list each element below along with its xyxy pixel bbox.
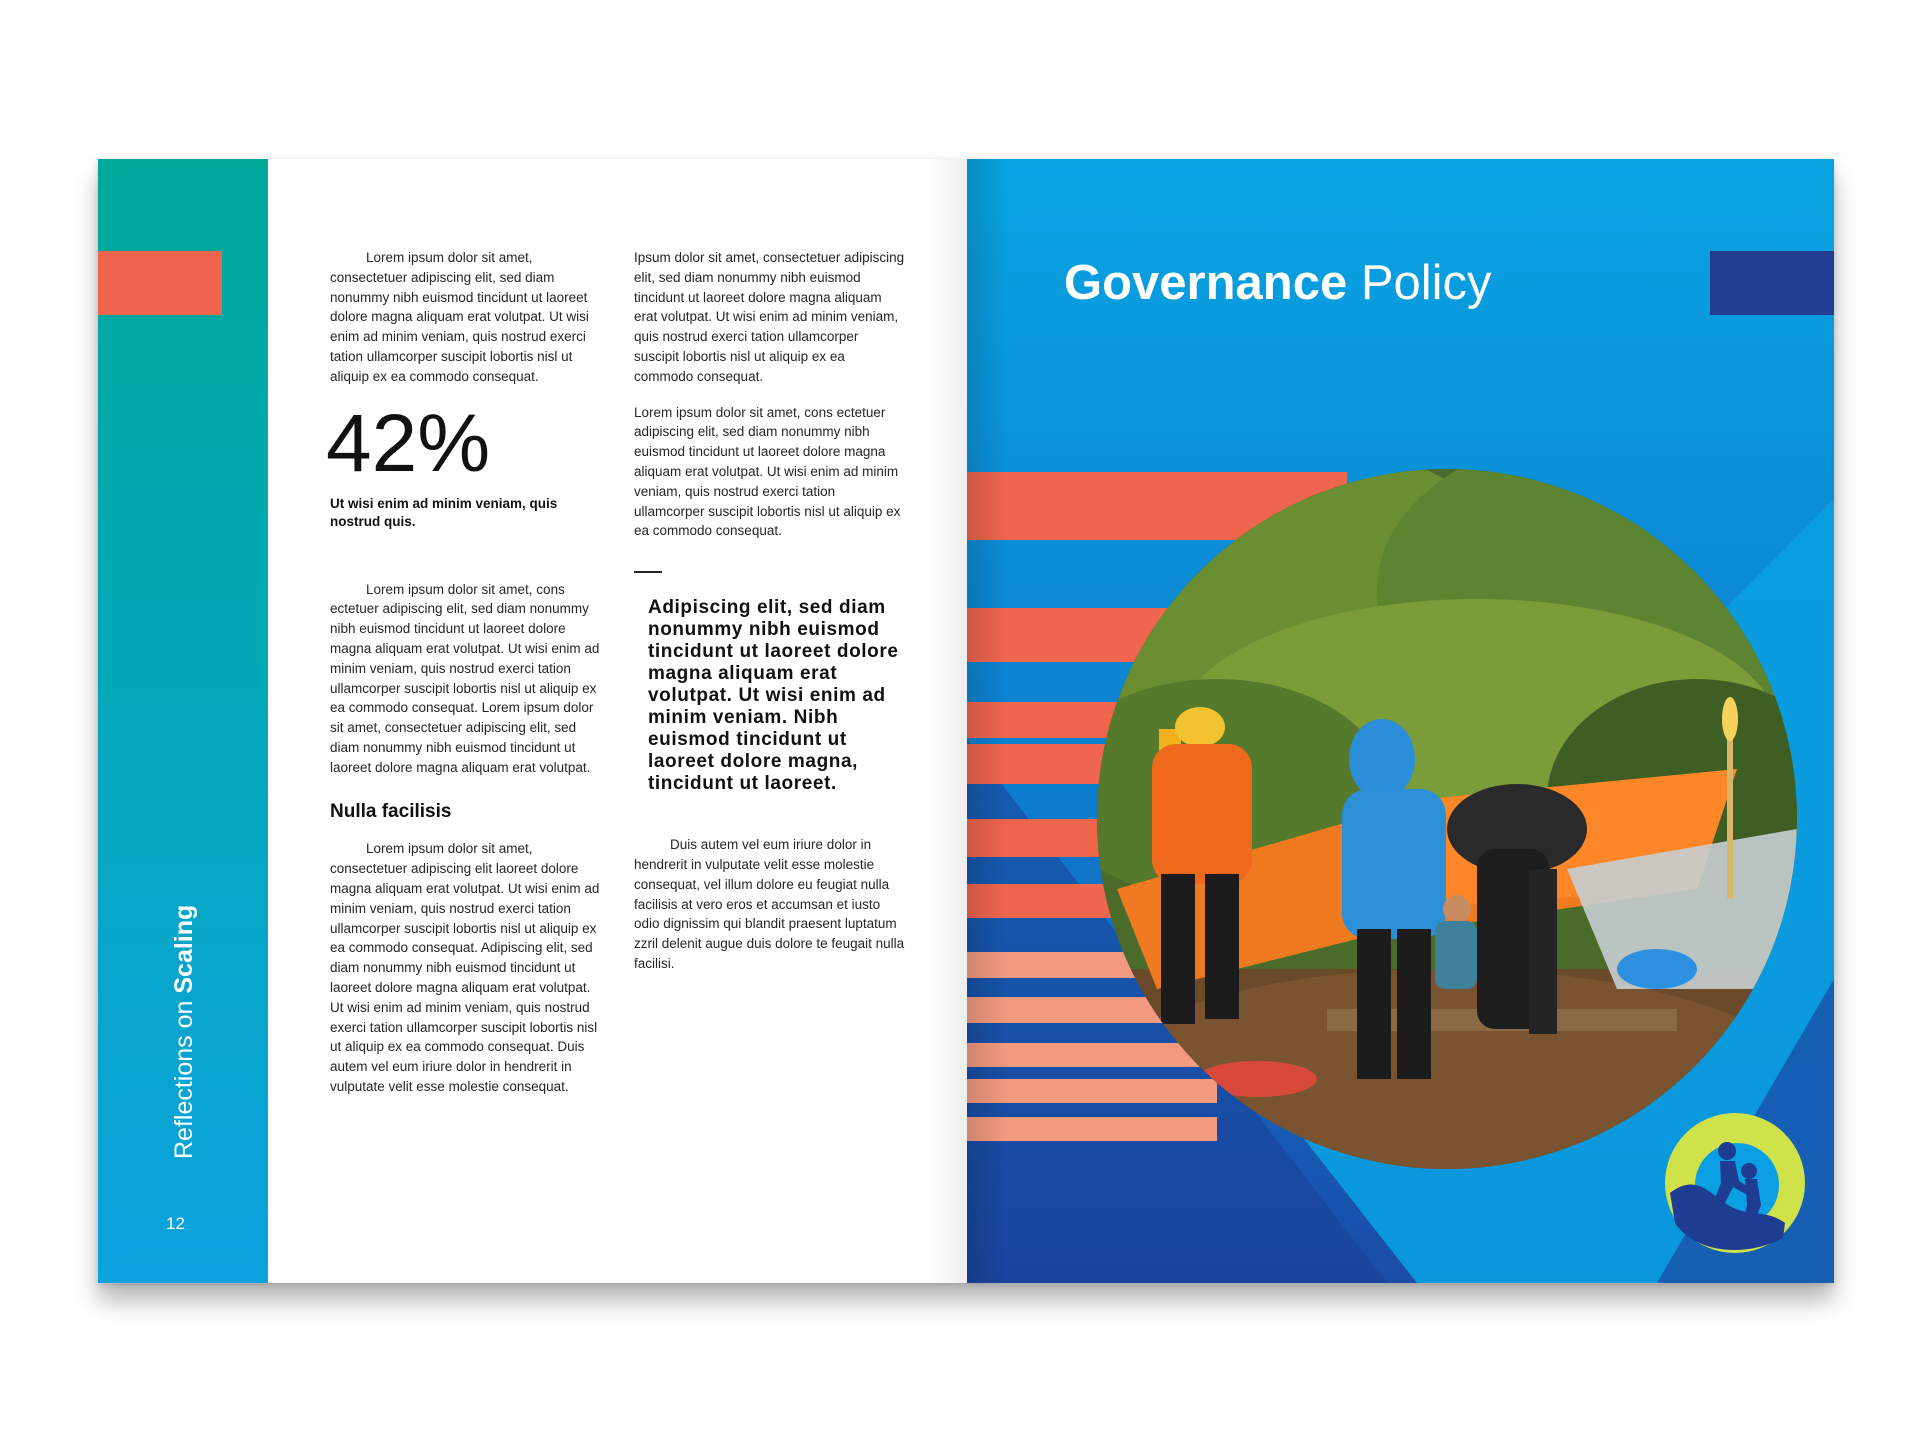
section-subhead: Nulla facilisis <box>330 800 452 822</box>
pull-quote: Adipiscing elit, sed diam nonummy nibh euismod tincidunt ut laoreet dolore magna aliquam erat volutpat. Ut wisi enim ad minim veniam. Nibh euismod tincidunt ut laoreet dolore magna, tincidunt ut laoreet. <box>648 597 899 795</box>
pull-quote-rule <box>634 571 662 573</box>
sidebar-title <box>164 904 464 1159</box>
campsite-photo-illustration <box>1097 469 1797 1169</box>
gutter-shadow <box>967 159 1007 1283</box>
page-heading <box>1064 253 1492 313</box>
left-sidebar <box>98 159 268 1283</box>
text-column-2 <box>634 248 906 990</box>
heading-bold: Governance <box>1064 256 1348 310</box>
page-number: 12 <box>166 1214 185 1233</box>
sidebar-title-bold: Scaling <box>170 904 198 994</box>
body-paragraph: Lorem ipsum dolor sit amet, cons ectetuer adipiscing elit, sed diam nonummy nibh euismod tincidunt ut laoreet dolore magna aliquam erat volutpat. Ut wisi enim ad minim veniam, quis nostrud exerci tation ullamcorper suscipit lobortis nisl ut aliquip ex ea commodo consequat. <box>634 404 901 539</box>
navy-tab <box>1710 251 1834 315</box>
climbers-helping-hand-icon <box>1665 1113 1805 1253</box>
stat-value: 42% <box>326 397 491 489</box>
sidebar-title-regular: Reflections on <box>170 993 198 1159</box>
brochure-spread <box>98 159 1834 1283</box>
text-column-1 <box>326 248 600 1113</box>
body-paragraph: Lorem ipsum dolor sit amet, cons ectetuer adipiscing elit, sed diam nonummy nibh euismod tincidunt ut laoreet dolore magna aliquam erat volutpat. Ut wisi enim ad minim veniam, quis nostrud exerci tation ullamcorper suscipit lobortis nisl ut aliquip ex ea commodo consequat. Lorem ipsum dolor sit amet, consectetuer adipiscing elit, sed diam nonummy nibh euismod tincidunt ut laoreet dolore magna aliquam erat volutpat. <box>330 581 600 775</box>
left-page <box>98 159 967 1283</box>
campsite-photo <box>1097 469 1797 1169</box>
coral-tab <box>98 251 222 315</box>
body-paragraph: Ipsum dolor sit amet, consectetuer adipiscing elit, sed diam nonummy nibh euismod tincidunt ut laoreet dolore magna aliquam erat volutpat. Ut wisi enim ad minim veniam, quis nostrud exerci tation ullamcorper suscipit lobortis nisl ut aliquip ex ea commodo consequat. <box>634 250 905 384</box>
climbers-helping-hand-logo <box>1665 1113 1805 1253</box>
heading-regular: Policy <box>1347 256 1492 310</box>
right-page <box>967 159 1834 1283</box>
body-paragraph: Duis autem vel eum iriure dolor in hendrerit in vulputate velit esse molestie consequat, vel illum dolore eu feugiat nulla facilisis at vero eros et accumsan et iusto odio dignissim qui blandit praesent luptatum zzril delenit augue duis dolore te feugait nulla facilisi. <box>634 837 905 971</box>
body-paragraph: Lorem ipsum dolor sit amet, consectetuer adipiscing elit laoreet dolore magna aliquam erat volutpat. Ut wisi enim ad minim veniam, quis nostrud exerci tation ullamcorper suscipit lobortis nisl ut aliquip ex ea commodo consequat. Adipiscing elit, sed diam nonummy nibh euismod tincidunt ut laoreet dolore magna aliquam erat volutpat. Ut wisi enim ad minim veniam, quis nostrud exerci tation ullamcorper suscipit lobortis nisl ut aliquip ex ea commodo consequat. Duis autem vel eum iriure dolor in hendrerit in vulputate velit esse molestie consequat. <box>330 841 600 1094</box>
gutter-shadow <box>927 159 967 1283</box>
body-paragraph: Lorem ipsum dolor sit amet, consectetuer adipiscing elit, sed diam nonummy nibh euismod tincidunt ut laoreet dolore magna aliquam erat volutpat. Ut wisi enim ad minim veniam, quis nostrud exerci tation ullamcorper suscipit lobortis nisl ut aliquip ex ea commodo consequat. <box>330 250 589 384</box>
stat-caption: Ut wisi enim ad minim veniam, quis nostrud quis. <box>330 495 558 530</box>
